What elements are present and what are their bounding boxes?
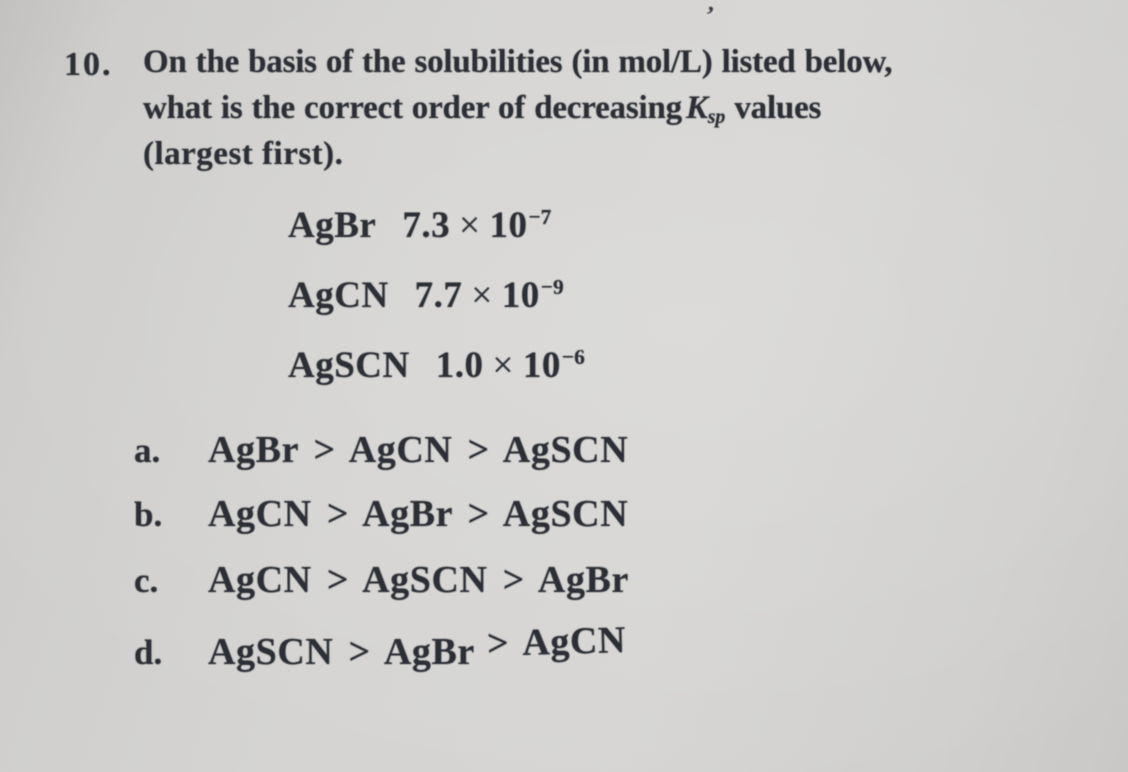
solubility-value: $1.0 \times 10^{-6}$: [435, 345, 585, 386]
times-sign: ×: [459, 205, 481, 246]
question-text-line-1: On the basis of the solubilities (in mol/L) listed below,: [143, 44, 893, 80]
solubility-formula: AgCN: [288, 275, 389, 316]
option-row-a: [134, 428, 628, 472]
times-sign: ×: [492, 345, 514, 386]
option-label-b: b.: [134, 495, 163, 534]
option-label-d: d.: [134, 633, 163, 672]
option-row-c: [134, 558, 629, 602]
option-row-d: [134, 619, 627, 674]
exponent: −7: [528, 205, 552, 229]
question-number: 10.: [64, 46, 113, 83]
option-row-b: [134, 492, 628, 536]
question-line-2-post: values: [725, 90, 822, 126]
exponent: −9: [540, 275, 564, 299]
option-label-a: a.: [134, 431, 161, 470]
option-text-c: AgCN > AgSCN > AgBr: [208, 559, 629, 601]
ksp-subscript: sp: [707, 106, 726, 128]
option-text-b: AgCN > AgBr > AgSCN: [208, 493, 629, 535]
times-sign: ×: [471, 275, 493, 316]
option-text-d-main: AgSCN > AgBr: [208, 631, 475, 673]
solubility-formula: AgSCN: [288, 345, 410, 386]
stray-apostrophe-mark: ’: [702, 1, 717, 30]
question-line-2-pre: what is the correct order of decreasing: [143, 90, 682, 126]
solubility-value: $7.3 \times 10^{-7}$: [402, 205, 552, 246]
solubility-row-agscn: [288, 344, 585, 387]
solubility-formula: AgBr: [288, 205, 377, 246]
question-text-line-3: (largest first).: [143, 136, 344, 172]
question-text-line-2: [143, 90, 821, 129]
solubility-value: $7.7 \times 10^{-9}$: [414, 275, 564, 316]
exponent: −6: [561, 345, 585, 369]
ksp-symbol: K: [685, 90, 708, 126]
option-text-a: AgBr > AgCN > AgSCN: [208, 429, 629, 471]
solubility-row-agbr: [288, 204, 551, 247]
option-label-c: c.: [134, 561, 159, 600]
solubility-row-agcn: [288, 274, 564, 317]
option-text-d-tail: > AgCN: [486, 619, 627, 665]
